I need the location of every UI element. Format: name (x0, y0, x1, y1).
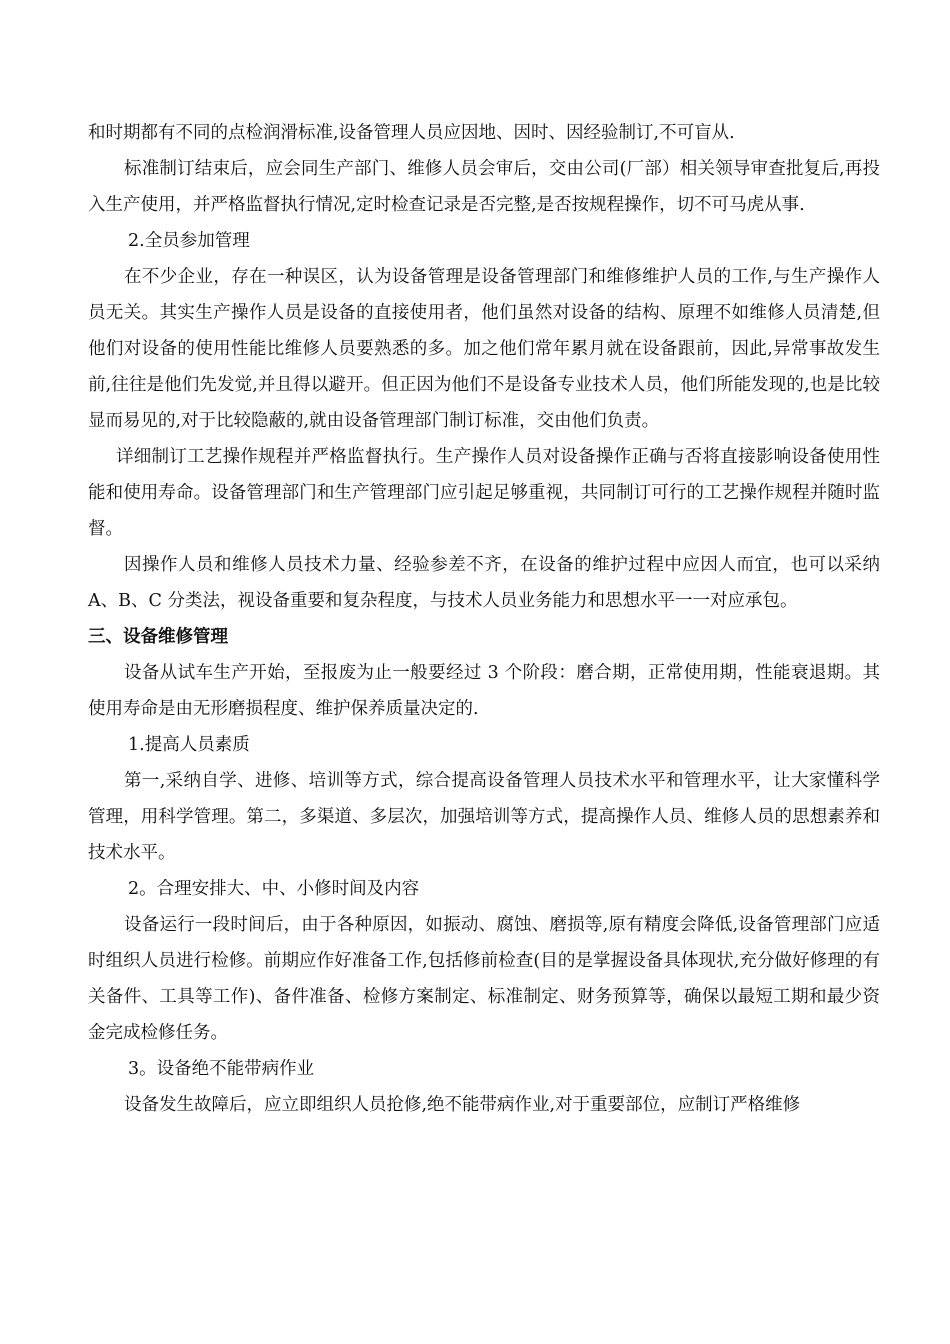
paragraph-8: 设备从试车生产开始，至报废为止一般要经过 3 个阶段：磨合期，正常使用期，性能衰退期。其使用寿命是由无形磨损程度、维护保养质量决定的. (88, 663, 880, 719)
paragraph-1: 和时期都有不同的点检润滑标准,设备管理人员应因地、因时、因经验制订,不可盲从. (88, 123, 735, 143)
section-subheading-2b: 2。合理安排大、中、小修时间及内容 (128, 879, 420, 899)
paragraph-10: 第一,采纳自学、进修、培训等方式，综合提高设备管理人员技术水平和管理水平，让大家懂科学管理，用科学管理。第二，多渠道、多层次，加强培训等方式，提高操作人员、维修人员的思想素养和技术水平。 (88, 771, 880, 863)
paragraph-6: 因操作人员和维修人员技术力量、经验参差不齐，在设备的维护过程中应因人而宜，也可以采纳 A、B、C 分类法，视设备重要和复杂程度，与技术人员业务能力和思想水平一一对应承包。 (88, 555, 880, 611)
section-heading-3: 三、设备维修管理 (88, 627, 228, 647)
paragraph-2: 标准制订结束后，应会同生产部门、维修人员会审后，交由公司(厂部）相关领导审查批复后,再投入生产使用，并严格监督执行情况,定时检查记录是否完整,是否按规程操作，切不可马虎从事. (88, 159, 880, 215)
paragraph-4: 在不少企业，存在一种误区，认为设备管理是设备管理部门和维修维护人员的工作,与生产操作人员无关。其实生产操作人员是设备的直接使用者，他们虽然对设备的结构、原理不如维修人员清楚,但他们对设备的使用性能比维修人员要熟悉的多。加之他们常年累月就在设备跟前，因此,异常事故发生前,往往是他们先发觉,并且得以避开。但正因为他们不是设备专业技术人员，他们所能发现的,也是比较显而易见的,对于比较隐蔽的,就由设备管理部门制订标准，交由他们负责。 (88, 267, 880, 431)
section-subheading-2: 2.全员参加管理 (128, 231, 250, 251)
paragraph-14: 设备发生故障后，应立即组织人员抢修,绝不能带病作业,对于重要部位，应制订严格维修 (124, 1095, 801, 1115)
document-page (88, 115, 880, 1123)
section-subheading-3: 3。设备绝不能带病作业 (128, 1059, 315, 1079)
paragraph-12: 设备运行一段时间后，由于各种原因，如振动、腐蚀、磨损等,原有精度会降低,设备管理部门应适时组织人员进行检修。前期应作好准备工作,包括修前检查(目的是掌握设备具体现状,充分做好修理的有关备件、工具等工作)、备件准备、检修方案制定、标准制定、财务预算等，确保以最短工期和最少资金完成检修任务。 (88, 915, 880, 1043)
paragraph-5: 详细制订工艺操作规程并严格监督执行。生产操作人员对设备操作正确与否将直接影响设备使用性能和使用寿命。设备管理部门和生产管理部门应引起足够重视，共同制订可行的工艺操作规程并随时监督。 (88, 447, 880, 539)
section-subheading-1: 1.提高人员素质 (128, 735, 250, 755)
